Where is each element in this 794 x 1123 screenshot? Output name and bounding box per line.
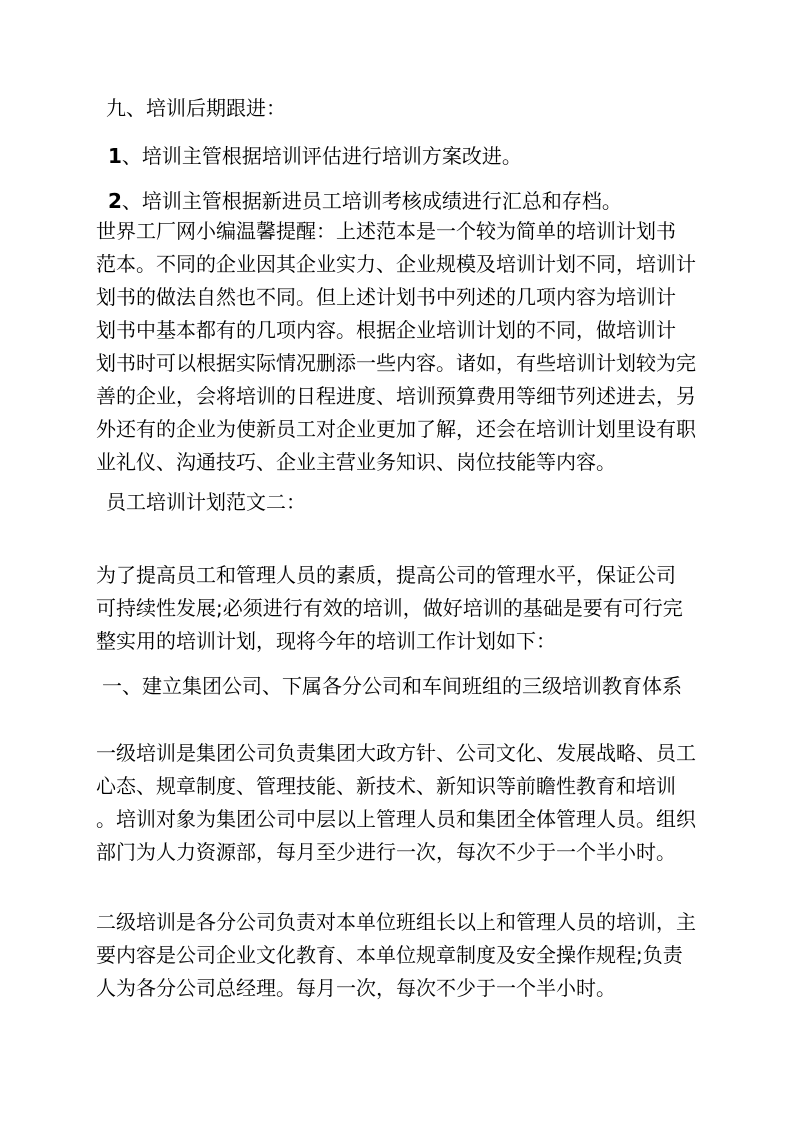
paragraph-line: 世界工厂网小编温馨提醒：上述范本是一个较为简单的培训计划书 <box>96 219 676 243</box>
item-number: 2 <box>108 189 122 213</box>
paragraph-line: 一级培训是集团公司负责集团大政方针、公司文化、发展战略、员工 <box>96 741 696 765</box>
paragraph-line: 要内容是公司企业文化教育、本单位规章制度及安全操作规程;负责 <box>96 943 683 967</box>
paragraph-line: 部门为人力资源部，每月至少进行一次，每次不少于一个半小时。 <box>96 840 676 864</box>
paragraph-line: 外还有的企业为使新员工对企业更加了解，还会在培训计划里设有职 <box>96 417 696 441</box>
paragraph-line: 二级培训是各分公司负责对本单位班组长以上和管理人员的培训，主 <box>96 910 696 934</box>
paragraph-line: 划书时可以根据实际情况删添一些内容。诸如，有些培训计划较为完 <box>96 351 696 375</box>
section9-item-1 <box>108 140 718 173</box>
section1-heading: 一、建立集团公司、下属各分公司和车间班组的三级培训教育体系 <box>102 674 682 698</box>
paragraph-line: 心态、规章制度、管理技能、新技术、新知识等前瞻性教育和培训 <box>96 774 676 798</box>
item-text: 、培训主管根据培训评估进行培训方案改进。 <box>121 144 522 168</box>
level2-paragraph <box>96 906 706 1005</box>
level1-paragraph <box>96 737 706 869</box>
item-number: 1 <box>108 144 122 168</box>
paragraph-line: 划书的做法自然也不同。但上述计划书中列述的几项内容为培训计 <box>96 285 676 309</box>
section9-item-2 <box>108 185 718 218</box>
paragraph-line: 人为各分公司总经理。每月一次，每次不少于一个半小时。 <box>96 976 616 1000</box>
reminder-paragraph <box>96 215 706 479</box>
paragraph-line: 可持续性发展;必须进行有效的培训，做好培训的基础是要有可行完 <box>96 596 683 620</box>
paragraph-line: 划书中基本都有的几项内容。根据企业培训计划的不同，做培训计 <box>96 318 676 342</box>
paragraph-line: 整实用的培训计划，现将今年的培训工作计划如下： <box>96 629 556 653</box>
sample2-heading: 员工培训计划范文二： <box>106 490 306 514</box>
paragraph-line: 善的企业，会将培训的日程进度、培训预算费用等细节列述进去，另 <box>96 384 696 408</box>
item-text: 、培训主管根据新进员工培训考核成绩进行汇总和存档。 <box>121 189 622 213</box>
paragraph-line: 。培训对象为集团公司中层以上管理人员和集团全体管理人员。组织 <box>96 807 696 831</box>
paragraph-line: 业礼仪、沟通技巧、企业主营业务知识、岗位技能等内容。 <box>96 450 616 474</box>
paragraph-line: 为了提高员工和管理人员的素质，提高公司的管理水平，保证公司 <box>96 563 676 587</box>
paragraph-line: 范本。不同的企业因其企业实力、企业规模及培训计划不同，培训计 <box>96 252 696 276</box>
section9-heading: 九、培训后期跟进： <box>106 96 286 120</box>
intro-paragraph <box>96 559 706 658</box>
